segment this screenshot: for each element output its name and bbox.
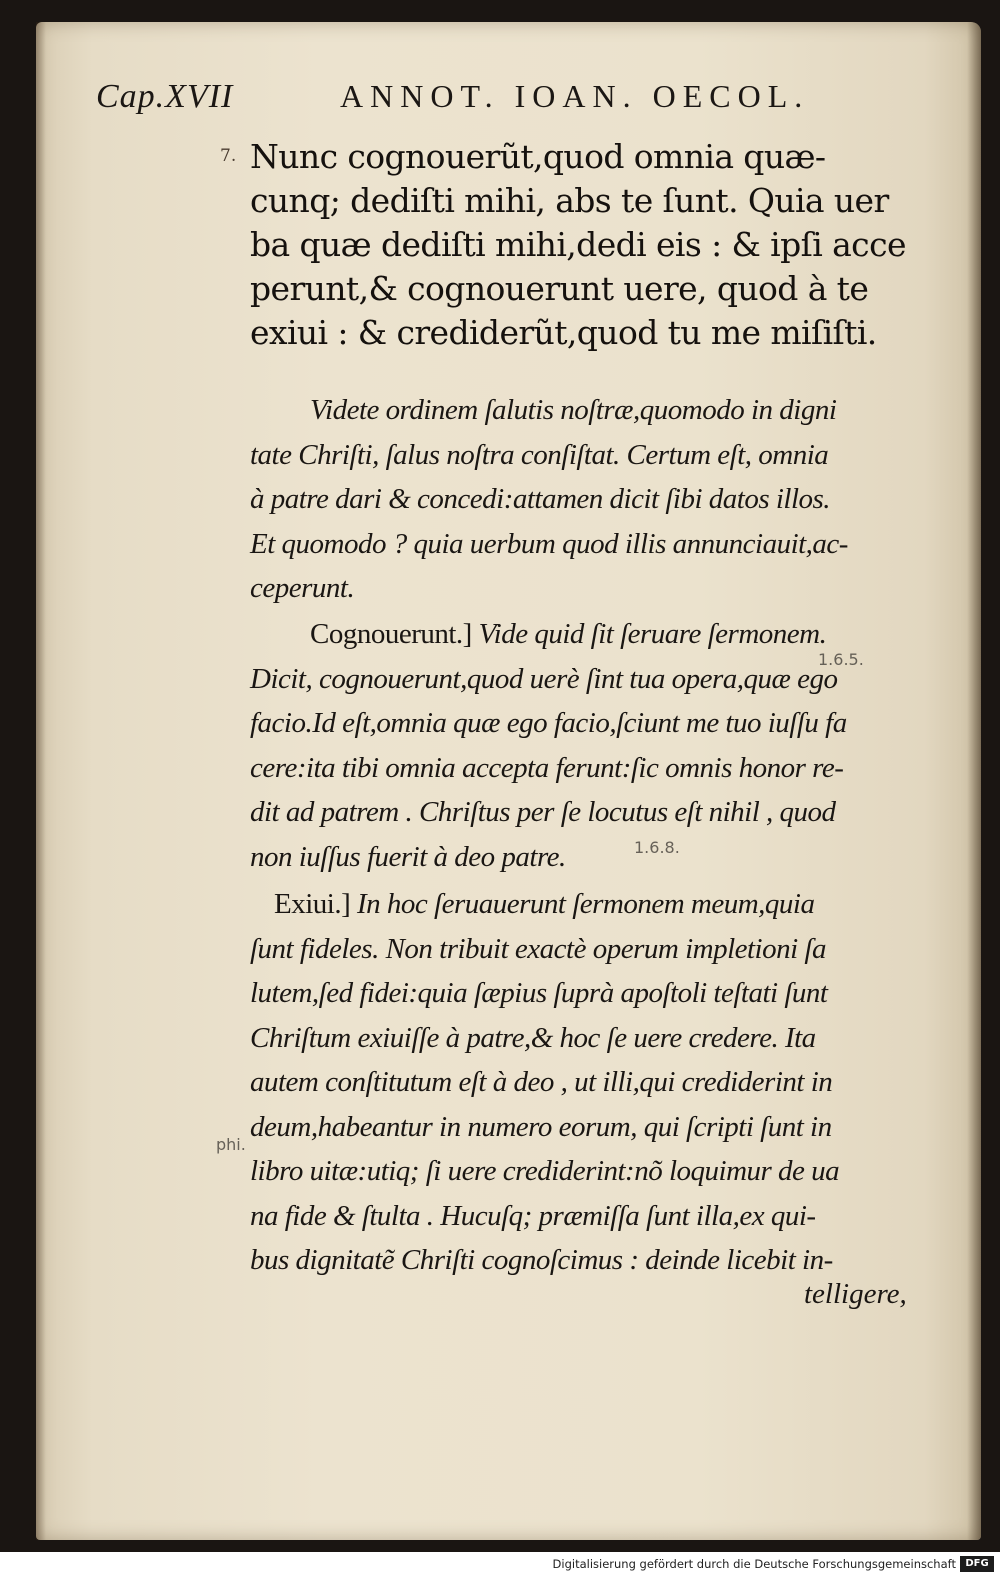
- verse-line: exiui : & crediderũt,quod tu me miſiſti.: [250, 313, 877, 352]
- commentary-line: na fide & ſtulta . Hucuſq; præmiſſa ſunt illa,ex qui-: [250, 1199, 816, 1232]
- commentary-line: libro uitæ:utiq; ſi uere crediderint:nõ loquimur de ua: [250, 1155, 840, 1187]
- commentary-line: ſunt fideles. Non tribuit exactè operum impletioni ſa: [250, 932, 826, 965]
- commentary-line: ceperunt.: [250, 572, 355, 604]
- commentary-line: Et quomodo ? quia uerbum quod illis annunciauit,ac-: [250, 527, 848, 560]
- chapter-label: Cap.XVII: [96, 78, 234, 115]
- page-header: [96, 78, 866, 128]
- commentary-line: dit ad patrem . Chriſtus per ſe locutus eſt nihil , quod: [250, 796, 836, 828]
- lemma-exiui: Exiui.]: [274, 888, 351, 920]
- commentary-line: à patre dari & concedi:attamen dicit ſibi datos illos.: [250, 483, 831, 515]
- page-left-edge: [36, 22, 46, 1540]
- running-title: ANNOT. IOAN. OECOL.: [340, 78, 810, 114]
- verse-number: 7.: [220, 146, 237, 166]
- lemma-cognouerunt: Cognouerunt.]: [310, 618, 472, 650]
- commentary-paragraph-1: [250, 388, 930, 611]
- commentary-paragraph-3: [250, 882, 930, 1283]
- verse-line: perunt,& cognouerunt uere, quod à te: [250, 269, 869, 308]
- marginal-note: phi.: [216, 1135, 246, 1154]
- commentary-line: Dicit, cognouerunt,quod uerè ſint tua opera,quæ ego: [250, 662, 838, 695]
- dfg-logo: DFG: [960, 1556, 994, 1572]
- catchword: telligere,: [804, 1278, 907, 1310]
- verse-line: cunq; dediſti mihi, abs te ſunt. Quia uer: [250, 181, 889, 220]
- commentary-line: tate Chriſti, ſalus noſtra conſiſtat. Certum eſt, omnia: [250, 438, 829, 471]
- commentary-line: cere:ita tibi omnia accepta ferunt:ſic omnis honor re-: [250, 751, 844, 784]
- commentary-line: deum,habeantur in numero eorum, qui ſcripti ſunt in: [250, 1110, 832, 1143]
- marginal-note: 1.6.8.: [634, 838, 680, 857]
- footer-credit: Digitalisierung gefördert durch die Deutsche Forschungsgemeinschaft: [552, 1557, 956, 1571]
- commentary-line: facio.Id eſt,omnia quæ ego facio,ſciunt me tuo iuſſu fa: [250, 707, 847, 739]
- verse-line: ba quæ dediſti mihi,dedi eis : & ipſi acce: [250, 225, 906, 264]
- commentary-text: In hoc ſeruauerunt ſermonem meum,quia: [350, 888, 815, 920]
- scripture-verse: [250, 135, 910, 355]
- commentary-line: [250, 882, 930, 927]
- marginal-note: 1.6.5.: [818, 650, 864, 669]
- commentary-line: autem conſtitutum eſt à deo , ut illi,qui crediderint in: [250, 1066, 833, 1098]
- commentary-line: lutem,ſed fidei:quia ſæpius ſuprà apoſtoli teſtati ſunt: [250, 977, 828, 1009]
- commentary-line: bus dignitatẽ Chriſti cognoſcimus : deinde licebit in-: [250, 1244, 833, 1276]
- page-spine-shadow: [967, 22, 981, 1540]
- footer-bar: [0, 1552, 1000, 1578]
- commentary-line: Chriſtum exiuiſſe à patre,& hoc ſe uere credere. Ita: [250, 1021, 816, 1054]
- commentary-line: Videte ordinem ſalutis noſtræ,quomodo in digni: [310, 394, 837, 426]
- commentary-line: non iuſſus fuerit à deo patre.: [250, 840, 566, 873]
- verse-line: Nunc cognouerũt,quod omnia quæ-: [250, 137, 826, 176]
- commentary-text: Vide quid ſit ſeruare ſermonem.: [471, 618, 827, 650]
